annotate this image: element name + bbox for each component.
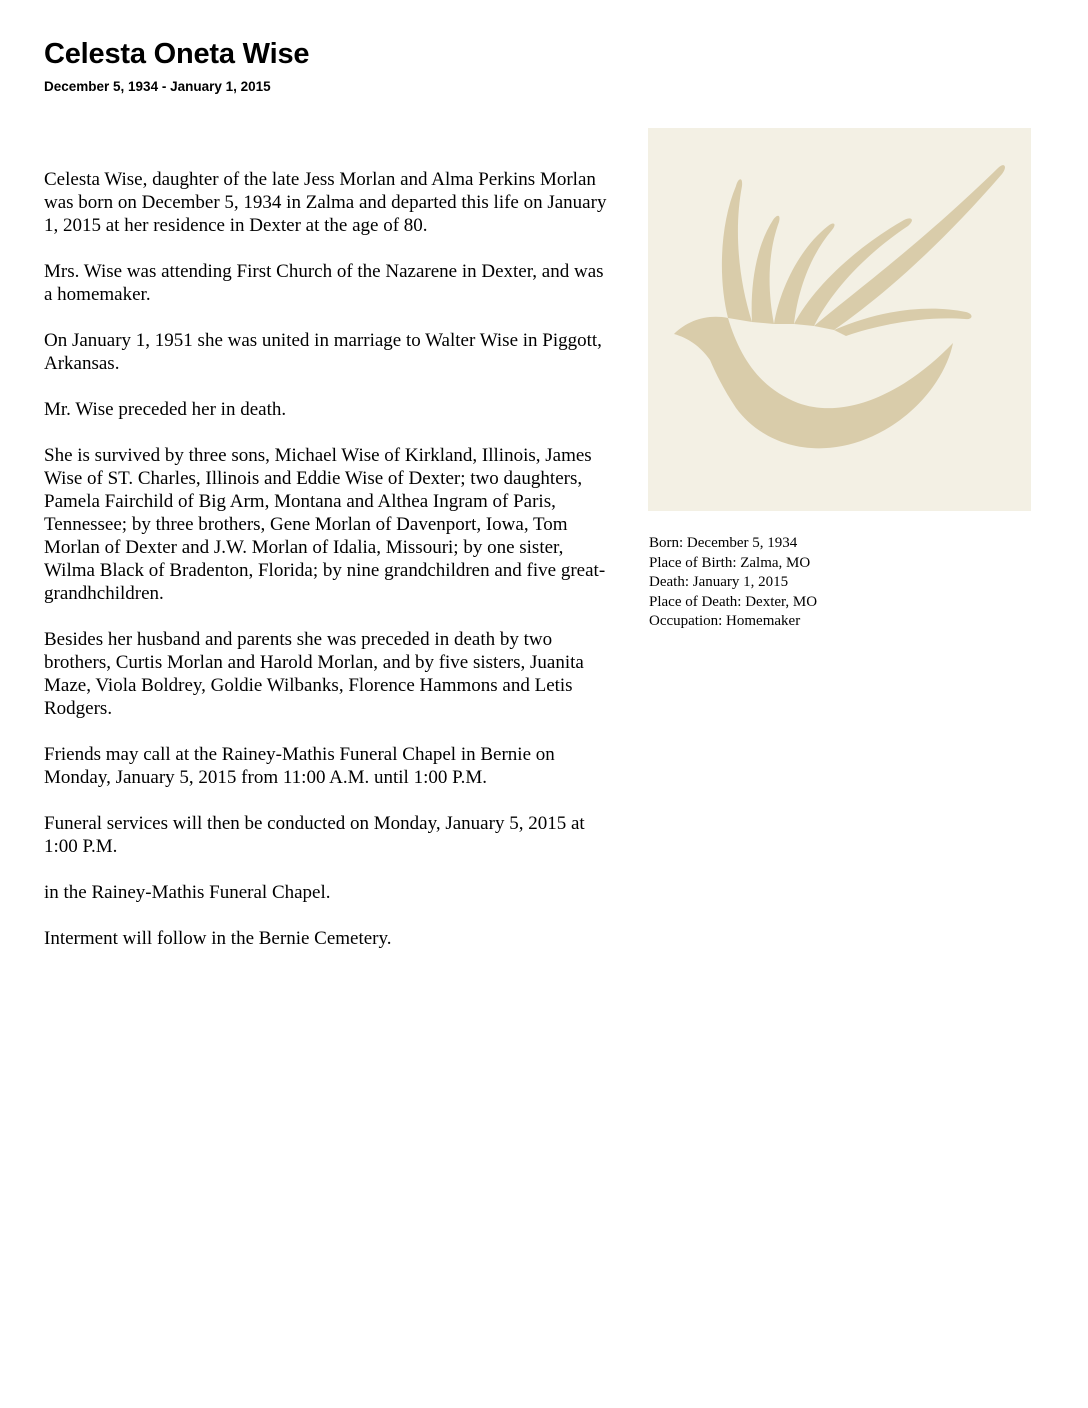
fact-place-of-death: Place of Death: Dexter, MO	[649, 593, 818, 610]
fact-born: Born: December 5, 1934	[649, 535, 798, 551]
fact-death: Death: January 1, 2015	[649, 574, 789, 590]
memorial-image	[648, 128, 1031, 511]
obituary-paragraph: Interment will follow in the Bernie Cemetery.	[44, 928, 392, 949]
obituary-paragraph: in the Rainey-Mathis Funeral Chapel.	[44, 882, 331, 903]
vital-facts	[649, 534, 1049, 632]
obituary-paragraph: She is survived by three sons, Michael Wise of Kirkland, Illinois, James Wise of ST. Charles, Illinois and Eddie Wise of Dexter; two daughters, Pamela Fairchild of Big Arm, Montana and Althea Ingram of Paris, Tennessee; by three brothers, Gene Morlan of Davenport, Iowa, Tom Morlan of Dexter and J.W. Morlan of Idalia, Missouri; by one sister, Wilma Black of Bradenton, Florida; by nine grandchildren and five great-grandhchildren.	[44, 445, 606, 604]
obituary-text	[44, 168, 614, 973]
dove-icon	[648, 128, 1031, 511]
fact-place-of-birth: Place of Birth: Zalma, MO	[649, 554, 811, 571]
page-title: Celesta Oneta Wise	[44, 38, 310, 70]
obituary-paragraph: Mr. Wise preceded her in death.	[44, 399, 287, 420]
obituary-paragraph: Friends may call at the Rainey-Mathis Funeral Chapel in Bernie on Monday, January 5, 2015 from 11:00 A.M. until 1:00 P.M.	[44, 744, 555, 788]
fact-occupation: Occupation: Homemaker	[649, 613, 801, 629]
obituary-paragraph: Besides her husband and parents she was preceded in death by two brothers, Curtis Morlan and Harold Morlan, and by five sisters, Juanita Maze, Viola Boldrey, Goldie Wilbanks, Florence Hammons and Letis Rodgers.	[44, 629, 584, 719]
life-dates: December 5, 1934 - January 1, 2015	[44, 79, 271, 94]
obituary-paragraph: On January 1, 1951 she was united in marriage to Walter Wise in Piggott, Arkansas.	[44, 330, 602, 374]
obituary-paragraph: Mrs. Wise was attending First Church of the Nazarene in Dexter, and was a homemaker.	[44, 261, 604, 305]
obituary-paragraph: Funeral services will then be conducted on Monday, January 5, 2015 at 1:00 P.M.	[44, 813, 585, 857]
obituary-paragraph: Celesta Wise, daughter of the late Jess Morlan and Alma Perkins Morlan was born on December 5, 1934 in Zalma and departed this life on January 1, 2015 at her residence in Dexter at the age of 80.	[44, 169, 607, 236]
